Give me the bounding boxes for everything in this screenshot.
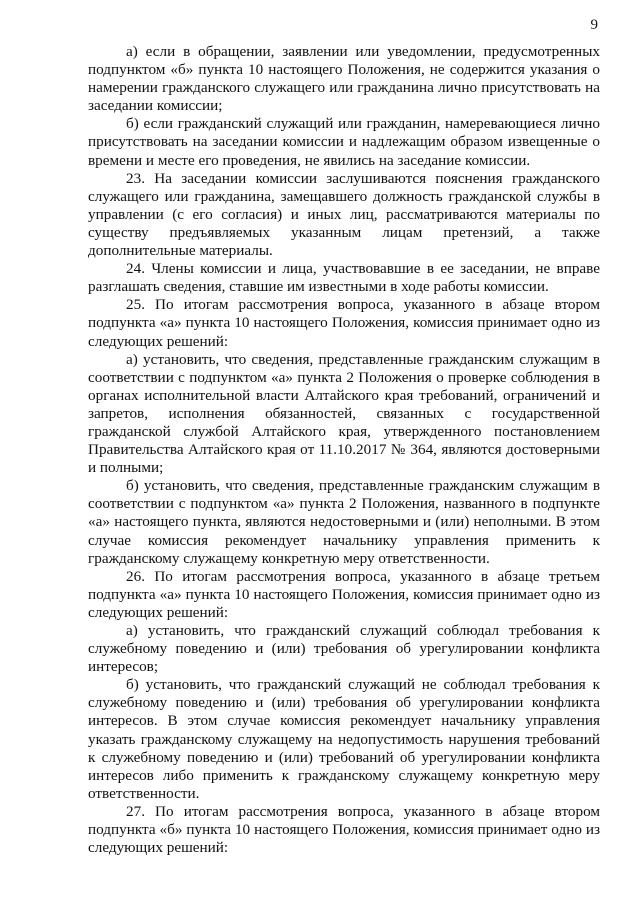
paragraph-26: 26. По итогам рассмотрения вопроса, указанного в абзаце третьем подпункта «а» пункта 10 настоящего Положения, комиссия принимает одно из следующих решений: (88, 567, 600, 621)
paragraph-26a: а) установить, что гражданский служащий соблюдал требования к служебному поведению и (или) требования об урегулировании конфликта интересов; (88, 622, 600, 676)
paragraph-25a: а) установить, что сведения, представленные гражданским служащим в соответствии с подпунктом «а» пункта 2 Положения о проверке соблюдения в органах исполнительной власти Алтайского края требований, ограничений и запретов, исполнения обязанностей, связанных с государственной гражданской службой Алтайского края, утвержденного постановлением Правительства Алтайского края от 11.10.2017 № 364, являются достоверными и полными; (88, 350, 600, 477)
paragraph-23: 23. На заседании комиссии заслушиваются пояснения гражданского служащего или гражданина, замещавшего должность гражданской службы в управлении (с его согласия) и иных лиц, рассматриваются материалы по существу предъявляемых указанным лицам претензий, а также дополнительные материалы. (88, 169, 600, 260)
paragraph-25b: б) установить, что сведения, представленные гражданским служащим в соответствии с подпунктом «а» пункта 2 Положения, названного в подпункте «а» настоящего пункта, являются недостоверными и (или) неполными. В этом случае комиссия рекомендует начальнику управления применить к гражданскому служащему конкретную меру ответственности. (88, 477, 600, 567)
document-body (88, 43, 600, 857)
paragraph-25: 25. По итогам рассмотрения вопроса, указанного в абзаце втором подпункта «а» пункта 10 настоящего Положения, комиссия принимает одно из следующих решений: (88, 296, 600, 350)
paragraph-26b: б) установить, что гражданский служащий не соблюдал требования к служебному поведению и (или) требования об урегулировании конфликта интересов. В этом случае комиссия рекомендует начальнику управления указать гражданскому служащему на недопустимость нарушения требований к служебному поведению и (или) требований об урегулировании конфликта интересов либо применить к гражданскому служащему конкретную меру ответственности. (88, 676, 600, 802)
paragraph-24: 24. Члены комиссии и лица, участвовавшие в ее заседании, не вправе разглашать сведения, ставшие им известными в ходе работы комиссии. (88, 260, 600, 296)
paragraph-27: 27. По итогам рассмотрения вопроса, указанного в абзаце втором подпункта «б» пункта 10 настоящего Положения, комиссия принимает одно из следующих решений: (88, 802, 600, 857)
page-number: 9 (590, 17, 598, 33)
paragraph-22b: б) если гражданский служащий или гражданин, намеревающиеся лично присутствовать на заседании комиссии и надлежащим образом извещенные о времени и месте его проведения, не явились на заседание комиссии. (88, 115, 600, 169)
paragraph-22a: а) если в обращении, заявлении или уведомлении, предусмотренных подпунктом «б» пункта 10 настоящего Положения, не содержится указания о намерении гражданского служащего или гражданина лично присутствовать на заседании комиссии; (88, 43, 600, 115)
